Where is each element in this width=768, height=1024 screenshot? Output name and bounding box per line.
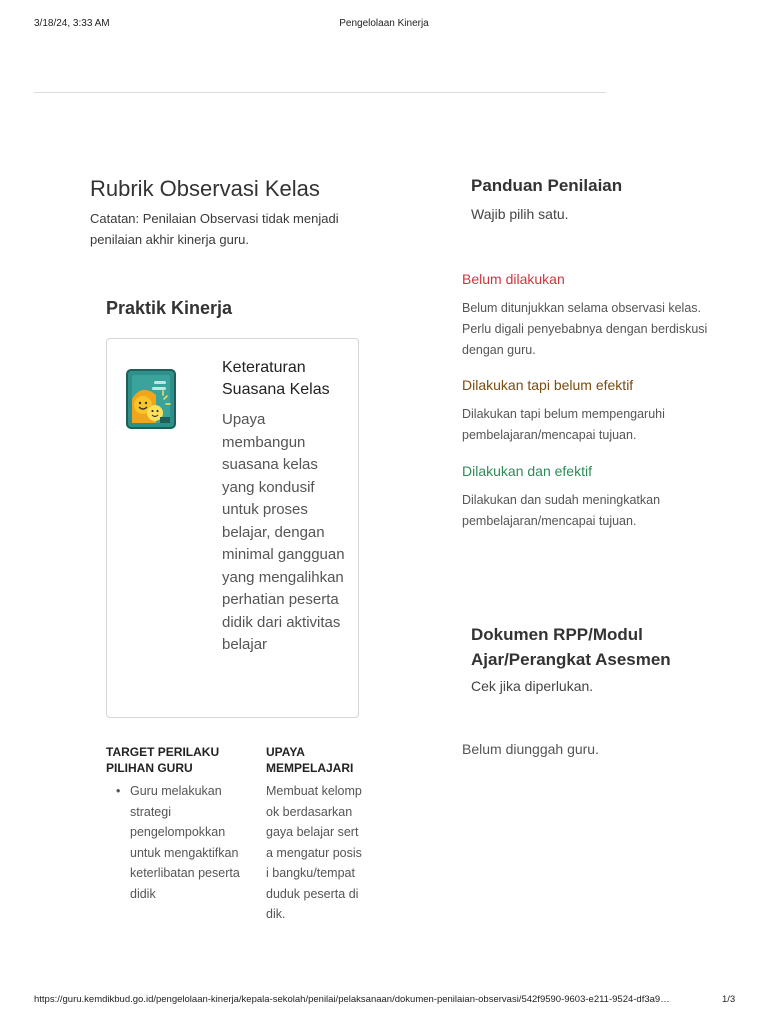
criterion-label: Belum dilakukan xyxy=(462,271,565,287)
criterion-dilakukan-belum-efektif[interactable] xyxy=(462,376,722,446)
print-header xyxy=(0,18,768,32)
print-footer xyxy=(0,994,768,1008)
panduan-subtitle: Wajib pilih satu. xyxy=(471,206,569,222)
praktik-heading: Praktik Kinerja xyxy=(106,298,233,318)
target-heading: TARGET PERILAKU PILIHAN GURU xyxy=(106,745,220,775)
target-list xyxy=(114,781,244,904)
rubrik-note: Catatan: Penilaian Observasi tidak menjadi penilaian akhir kinerja guru. xyxy=(90,211,339,247)
dokumen-title: Dokumen RPP/Modul Ajar/Perangkat Asesmen xyxy=(471,625,671,669)
divider xyxy=(34,92,606,93)
page-title: Rubrik Observasi Kelas xyxy=(90,176,320,201)
print-page-title: Pengelolaan Kinerja xyxy=(339,18,429,29)
dokumen-status: Belum diunggah guru. xyxy=(462,741,599,757)
praktik-card-title: Keteraturan Suasana Kelas xyxy=(222,359,330,398)
print-datetime: 3/18/24, 3:33 AM xyxy=(34,18,110,29)
criterion-dilakukan-efektif[interactable] xyxy=(462,462,722,532)
criterion-belum-dilakukan[interactable] xyxy=(462,270,722,361)
praktik-card xyxy=(106,338,359,718)
print-page-number: 1/3 xyxy=(722,994,736,1005)
upaya-heading: UPAYA MEMPELAJARI xyxy=(266,745,354,775)
dokumen-subtitle: Cek jika diperlukan. xyxy=(471,678,594,694)
print-url: https://guru.kemdikbud.go.id/pengelolaan-kinerja/kepala-sekolah/penilai/pelaksanaan/dokumen-penilaian-observasi/542f9590-9603-e211-9524-df3a9… xyxy=(34,994,670,1005)
criterion-description: Dilakukan dan sudah meningkatkan pembelajaran/mencapai tujuan. xyxy=(462,493,661,528)
criterion-label: Dilakukan dan efektif xyxy=(462,463,592,479)
list-item: • Guru melakukan strategi pengelompokkan untuk mengaktifkan keterlibatan peserta didik xyxy=(114,781,244,904)
upaya-text: Membuat kelompok berdasarkan gaya belajar serta mengatur posisi bangku/tempat duduk peserta didik. xyxy=(266,784,362,921)
criterion-description: Belum ditunjukkan selama observasi kelas. Perlu digali penyebabnya dengan berdiskusi dengan guru. xyxy=(462,301,708,357)
criterion-label: Dilakukan tapi belum efektif xyxy=(462,377,634,393)
praktik-card-description: Upaya membangun suasana kelas yang kondusif untuk proses belajar, dengan minimal gangguan yang mengalihkan perhatian peserta didik dari aktivitas belajar xyxy=(222,411,345,653)
criterion-description: Dilakukan tapi belum mempengaruhi pembelajaran/mencapai tujuan. xyxy=(462,407,665,442)
classroom-smiley-icon xyxy=(126,369,176,429)
panduan-title: Panduan Penilaian xyxy=(471,176,623,195)
